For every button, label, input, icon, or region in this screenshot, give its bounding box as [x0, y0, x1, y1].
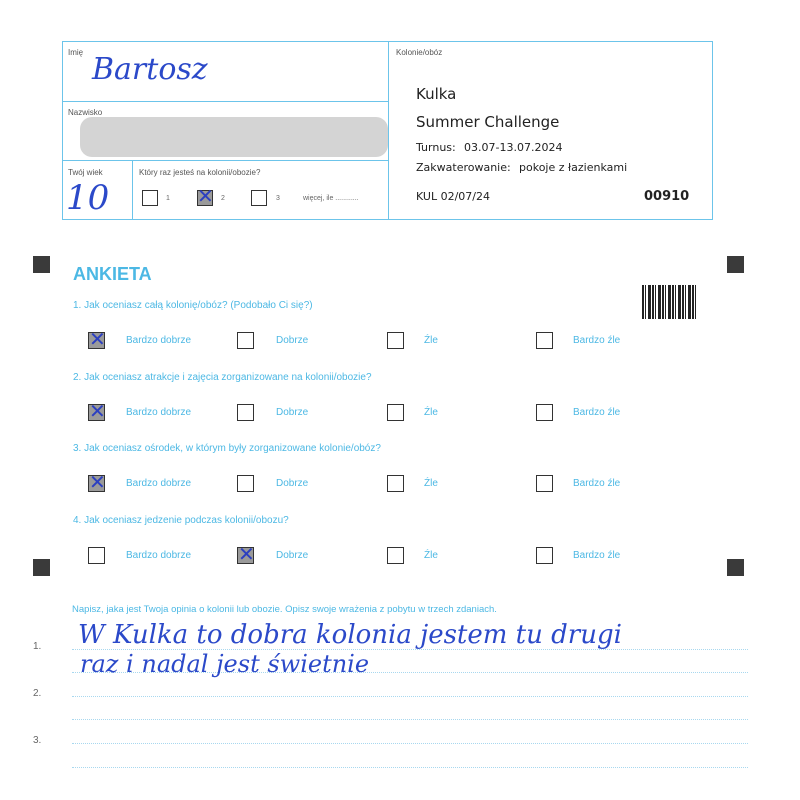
- times-checkbox-2[interactable]: [197, 186, 214, 208]
- answer-option-label: Dobrze: [276, 478, 309, 489]
- answer-option-label: Źle: [424, 407, 438, 418]
- turnus-label: Turnus:: [416, 141, 456, 154]
- header-divider-vertical: [388, 41, 389, 220]
- age-label: Twój wiek: [68, 168, 103, 177]
- camp-program: Summer Challenge: [416, 113, 560, 131]
- writing-line: [72, 696, 748, 697]
- surname-label: Nazwisko: [68, 108, 103, 117]
- answer-checkbox[interactable]: [237, 332, 254, 349]
- answer-option-label: Dobrze: [276, 335, 309, 346]
- answer-checkbox[interactable]: [88, 547, 105, 564]
- times-checkbox-1[interactable]: [142, 190, 158, 206]
- answer-checkbox[interactable]: [387, 404, 404, 421]
- alignment-marker: [727, 256, 744, 273]
- form-number: 00910: [644, 189, 690, 204]
- alignment-marker: [727, 559, 744, 576]
- handwritten-answer-line-2: raz i nadal jest świetnie: [80, 650, 370, 678]
- times-option-1: 1: [166, 195, 170, 202]
- times-checkbox-3[interactable]: [251, 190, 267, 206]
- times-option-2: 2: [221, 195, 225, 202]
- opinion-prompt: Napisz, jaka jest Twoja opinia o kolonii lub obozie. Opisz swoje wrażenia z pobytu w trzech zdaniach.: [72, 604, 497, 615]
- barcode-icon: [642, 285, 696, 319]
- accommodation-value: pokoje z łazienkami: [519, 161, 628, 174]
- answer-checkbox[interactable]: [536, 404, 553, 421]
- question-text: 3. Jak oceniasz ośrodek, w którym były zorganizowane kolonie/obóz?: [73, 443, 381, 454]
- answer-checkbox[interactable]: [237, 475, 254, 492]
- answer-option-label: Źle: [424, 335, 438, 346]
- times-label: Który raz jesteś na kolonii/obozie?: [139, 168, 261, 177]
- answer-option-label: Bardzo źle: [573, 478, 621, 489]
- answer-checkbox[interactable]: [387, 332, 404, 349]
- question-text: 4. Jak oceniasz jedzenie podczas kolonii/obozu?: [73, 515, 289, 526]
- answer-option-label: Bardzo źle: [573, 335, 621, 346]
- answer-checkbox[interactable]: [88, 332, 105, 349]
- answer-checkbox[interactable]: [387, 547, 404, 564]
- writing-line: [72, 719, 748, 720]
- redaction-block: [80, 117, 388, 157]
- answer-checkbox[interactable]: [387, 475, 404, 492]
- answer-checkbox[interactable]: [237, 404, 254, 421]
- answer-option-label: Bardzo dobrze: [126, 550, 192, 561]
- answer-checkbox[interactable]: [88, 404, 105, 421]
- answer-checkbox[interactable]: [536, 332, 553, 349]
- answer-option-label: Bardzo dobrze: [126, 407, 192, 418]
- alignment-marker: [33, 559, 50, 576]
- accommodation-label: Zakwaterowanie:: [416, 161, 511, 174]
- answer-option-label: Źle: [424, 550, 438, 561]
- question-text: 1. Jak oceniasz całą kolonię/obóz? (Podobało Ci się?): [73, 300, 313, 311]
- times-more-label: więcej, ile ............: [303, 195, 359, 202]
- header-divider-age: [132, 160, 133, 220]
- answer-checkbox[interactable]: [536, 475, 553, 492]
- handwritten-answer-line-1: W Kulka to dobra kolonia jestem tu drugi: [78, 620, 622, 650]
- answer-option-label: Bardzo źle: [573, 550, 621, 561]
- writing-line: [72, 743, 748, 744]
- answer-option-label: Dobrze: [276, 407, 309, 418]
- camp-name: Kulka: [416, 85, 457, 103]
- answer-checkbox[interactable]: [88, 475, 105, 492]
- times-option-3: 3: [276, 195, 280, 202]
- answer-option-label: Bardzo dobrze: [126, 478, 192, 489]
- answer-option-label: Dobrze: [276, 550, 309, 561]
- name-value: Bartosz: [92, 52, 208, 87]
- name-label: Imię: [68, 48, 84, 57]
- turnus-value: 03.07-13.07.2024: [464, 141, 563, 154]
- question-text: 2. Jak oceniasz atrakcje i zajęcia zorganizowane na kolonii/obozie?: [73, 372, 372, 383]
- camp-code: KUL 02/07/24: [416, 190, 490, 203]
- header-divider-row1: [62, 101, 388, 102]
- header-divider-row2: [62, 160, 388, 161]
- answer-checkbox[interactable]: [536, 547, 553, 564]
- line-number-2: 2.: [33, 688, 42, 699]
- answer-option-label: Źle: [424, 478, 438, 489]
- answer-option-label: Bardzo dobrze: [126, 335, 192, 346]
- alignment-marker: [33, 256, 50, 273]
- line-number-3: 3.: [33, 735, 42, 746]
- camp-label: Kolonie/obóz: [396, 48, 443, 57]
- answer-option-label: Bardzo źle: [573, 407, 621, 418]
- age-value: 10: [66, 178, 110, 218]
- survey-title: ANKIETA: [73, 264, 152, 284]
- answer-checkbox[interactable]: [237, 547, 254, 564]
- check-mark-icon: ✕: [197, 186, 214, 208]
- writing-line: [72, 767, 748, 768]
- line-number-1: 1.: [33, 641, 42, 652]
